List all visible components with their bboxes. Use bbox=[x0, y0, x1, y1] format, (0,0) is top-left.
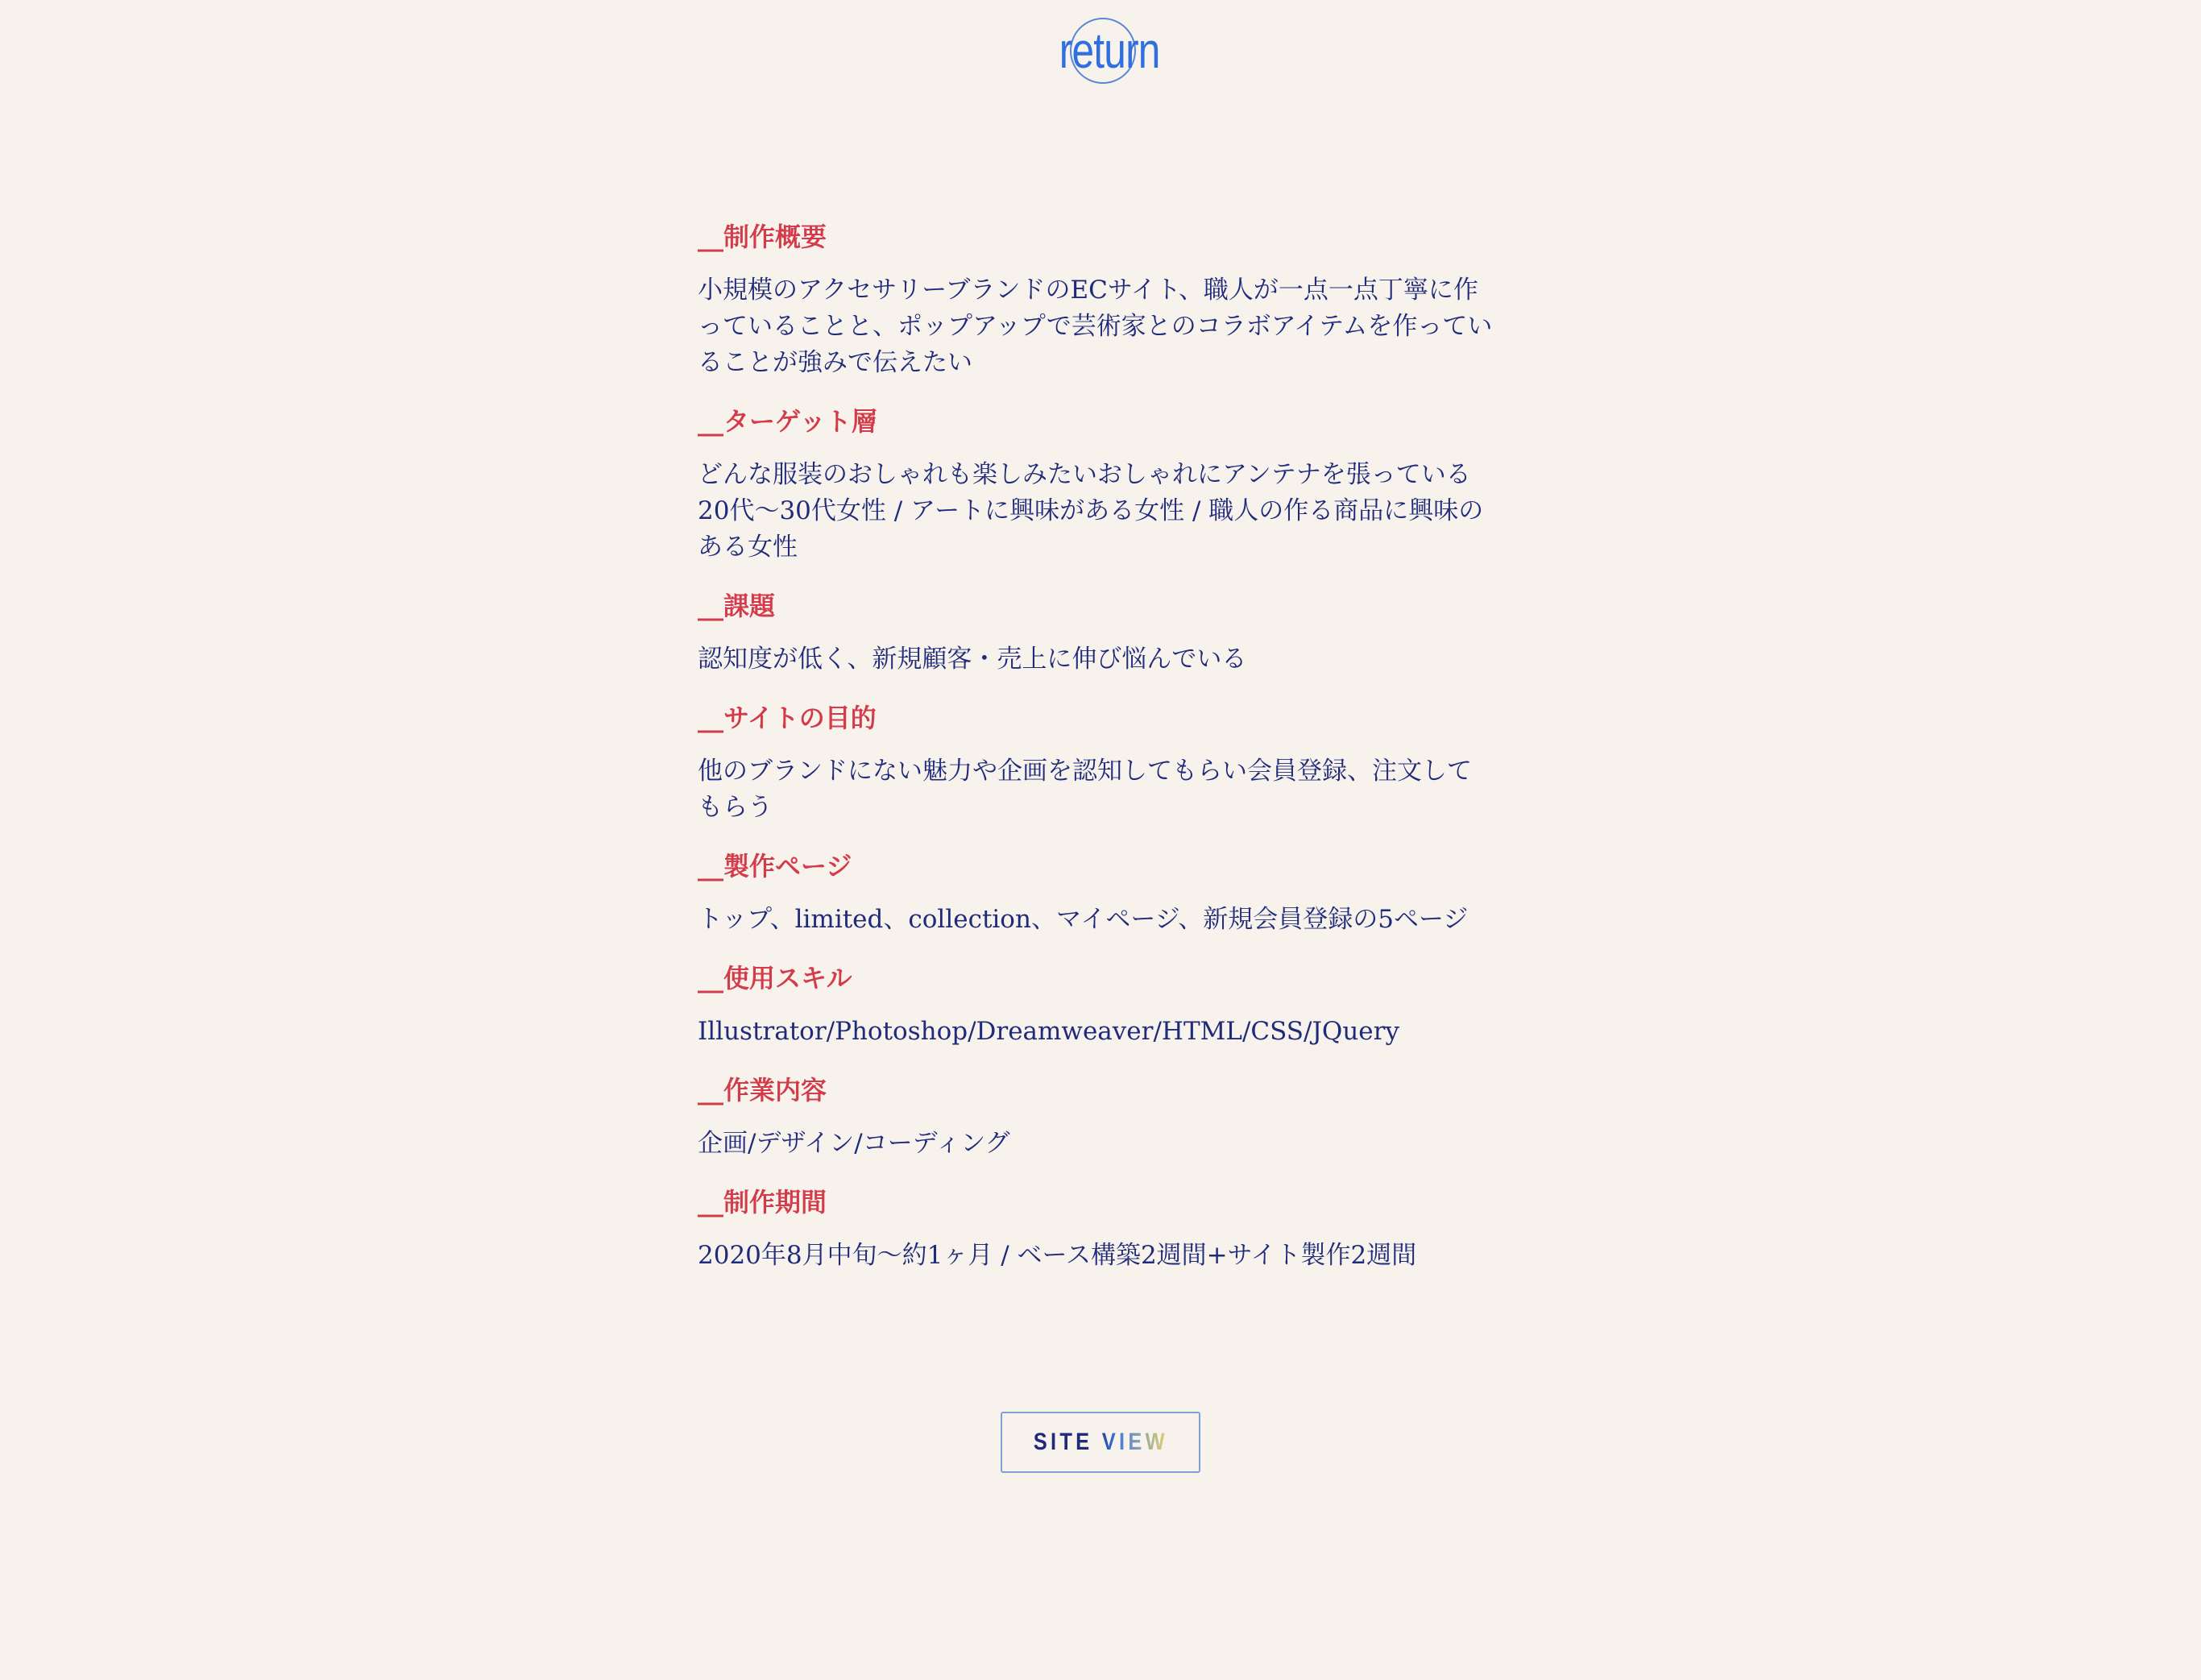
return-label: return bbox=[1059, 23, 1160, 79]
section-period bbox=[698, 1184, 1503, 1274]
section-heading: __使用スキル bbox=[698, 963, 852, 993]
section-body: どんな服装のおしゃれも楽しみたいおしゃれにアンテナを張っている20代〜30代女性 / アートに興味がある女性 / 職人の作る商品に興味のある女性 bbox=[698, 460, 1484, 562]
section-body: 企画/デザイン/コーディング bbox=[698, 1129, 1010, 1158]
section-heading: __ターゲット層 bbox=[698, 406, 877, 437]
section-body: トップ、limited、collection、マイページ、新規会員登録の5ページ bbox=[698, 905, 1469, 934]
section-pages bbox=[698, 848, 1503, 938]
section-body: 2020年8月中旬〜約1ヶ月 / ベース構築2週間+サイト製作2週間 bbox=[698, 1241, 1417, 1270]
section-body: Illustrator/Photoshop/Dreamweaver/HTML/CSS/JQuery bbox=[698, 1017, 1399, 1046]
return-link[interactable] bbox=[1049, 18, 1160, 82]
project-details bbox=[698, 219, 1503, 1296]
section-heading: __課題 bbox=[698, 591, 776, 621]
section-target bbox=[698, 404, 1503, 566]
section-skills bbox=[698, 960, 1503, 1050]
section-overview bbox=[698, 219, 1503, 381]
section-body: 他のブランドにない魅力や企画を認知してもらい会員登録、注文してもらう bbox=[698, 757, 1472, 822]
section-heading: __制作期間 bbox=[698, 1187, 827, 1217]
section-body: 小規模のアクセサリーブランドのECサイト、職人が一点一点丁寧に作っていることと、ポップアップで芸術家とのコラボアイテムを作っていることが強みで伝えたい bbox=[698, 276, 1493, 377]
section-issue bbox=[698, 588, 1503, 678]
site-view-button[interactable] bbox=[1001, 1412, 1200, 1473]
section-body: 認知度が低く、新規顧客・売上に伸び悩んでいる bbox=[698, 645, 1247, 674]
site-view-label: SITE VIEW bbox=[1033, 1429, 1168, 1455]
section-heading: __制作概要 bbox=[698, 222, 827, 252]
section-purpose bbox=[698, 700, 1503, 826]
section-heading: __サイトの目的 bbox=[698, 703, 877, 733]
section-heading: __製作ページ bbox=[698, 851, 852, 881]
section-work bbox=[698, 1072, 1503, 1162]
section-heading: __作業内容 bbox=[698, 1075, 827, 1105]
